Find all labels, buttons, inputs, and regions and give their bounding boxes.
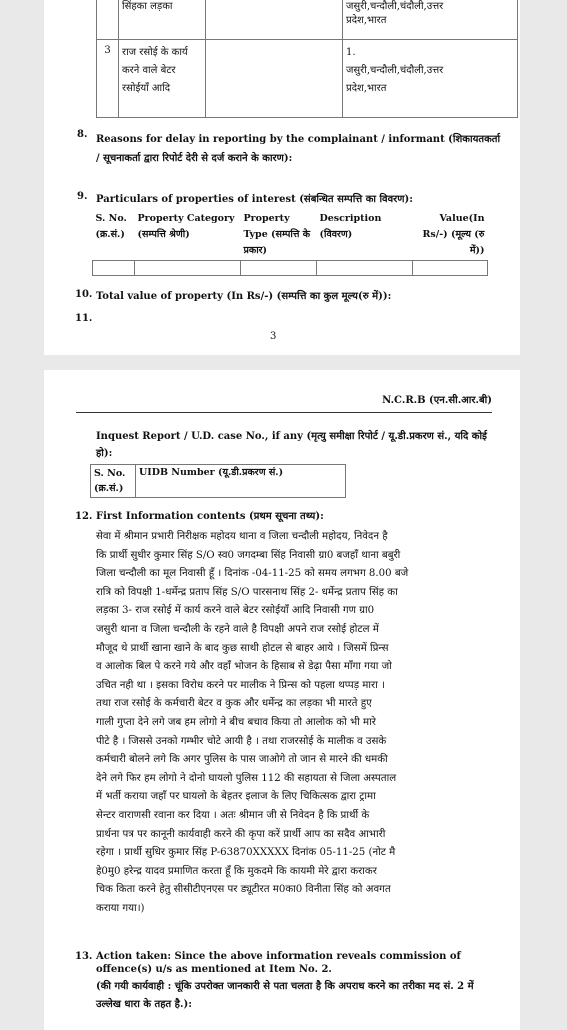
empty-cell — [206, 40, 343, 118]
item13-label-hi: (की गयी कार्यवाही : चूंकि उपरोक्त जानकारी से पता चलता है कि अपराध करने का तरीका मद सं. 2 में उल्लेख धारा के तहत है.): — [96, 981, 474, 1010]
inquest-sno-header: S. No. (क्र.सं.) — [91, 465, 136, 498]
address-line: जसुरी,चन्दौली,चंदौली,उत्तर — [346, 65, 444, 76]
empty-cell — [241, 261, 317, 276]
item-number: 8. — [77, 129, 88, 140]
fir-line: सेन्टर वाराणसी रवाना कर दिया । अतः श्रीमान जी से निवेदन है कि प्रार्थी के — [96, 809, 370, 821]
sno-cell: 3 — [97, 40, 119, 118]
item8-label: Reasons for delay in reporting by the complainant / informant (शिकायतकर्ता / सूचनाकर्ता द्वारा रिपोर्ट देरी से दर्ज कराने के कारण): — [96, 134, 501, 164]
empty-cell — [93, 261, 135, 276]
item-number: 10. — [75, 289, 93, 300]
table-row — [97, 0, 518, 40]
header-category: Property Category (सम्पत्ति श्रेणी) — [137, 213, 235, 240]
item-number: 13. — [75, 951, 93, 962]
fir-line: प्रार्थना पत्र पर कानूनी कार्यवाही करने की कृपा करें प्रार्थी आप का सदैव आभारी — [96, 828, 386, 840]
address-line: प्रदेश,भारत — [346, 83, 387, 94]
inquest-uidb-header: UIDB Number (यू.डी.प्रकरण सं.) — [136, 465, 346, 498]
header-sno: S. No. (क्र.सं.) — [95, 213, 127, 240]
fir-line: जसुरी थाना व जिला चन्दौली के रहने वाले है विपक्षी अपने राज रसोई होटल में — [96, 623, 379, 635]
fir-line: गाली गुप्ता देने लगे जब हम लोगो ने बीच बचाव किया तो आलोक को भी मारे — [96, 716, 376, 728]
item-number: 11. — [75, 313, 93, 324]
fir-line: देने लगे फिर हम लोगो ने दोनो घायलो पुलिस 112 की सहायता से जिला अस्पताल — [96, 772, 397, 784]
empty-cell — [317, 261, 413, 276]
item12-label: First Information contents (प्रथम सूचना तथ्य): — [96, 511, 324, 522]
fir-line: लड़का 3- राज रसोई में कार्य करने वाले बेटर रसोईयाँ आदि निवासी गण ग्रा0 — [96, 605, 375, 617]
fir-line: पीटे है । जिससे उनको गम्भीर चोटे आयी है । तथा राजरसोई के मालीक व उसके — [96, 735, 387, 747]
fir-line: व आलोक बिल पे करने गये और वहाँ भोजन के हिसाब से डेढ़ा पैसा माँगा गया जो — [96, 661, 392, 673]
ncrb-header: N.C.R.B (एन.सी.आर.बी) — [382, 395, 492, 406]
fir-line: रात्रि को विपक्षी 1-धर्मेन्द्र प्रताप सिंह S/O पारसनाथ सिंह 2- धर्मेन्द्र प्रताप सिंह का — [96, 586, 398, 598]
accused-name-cell: सिंहका लड़का — [119, 0, 206, 40]
fir-contents — [96, 528, 492, 918]
item13-label-en: Action taken: Since the above information reveals commission of offence(s) u/s as mentioned at Item No. 2. — [96, 951, 461, 975]
table-row — [97, 40, 518, 118]
inquest-label: Inquest Report / U.D. case No., if any (मृत्यु समीक्षा रिपोर्ट / यू.डी.प्रकरण सं., यदि कोई हो): — [96, 431, 487, 459]
fir-line: जिला चन्दौली का मूल निवासी हूँ । दिनांक -04-11-25 को समय लगभग 8.00 बजे — [96, 568, 409, 580]
accused-table — [96, 0, 518, 118]
address-cell — [343, 40, 518, 118]
empty-cell — [413, 261, 488, 276]
fir-line: रहेगा । प्रार्थी सुधिर कुमार सिंह P-63870XXXXX दिनांक 05-11-25 (नोट मै — [96, 847, 396, 859]
address-line: 1. — [346, 47, 356, 58]
table-header-row — [93, 210, 488, 261]
page-number: 3 — [270, 331, 277, 342]
fir-line: चिक किता करने हेतु सीसीटीएनएस पर ड्यूटीरत म0का0 विनीता सिंह को अवगत — [96, 884, 391, 896]
table-row — [91, 465, 346, 498]
fir-line: हे0मु0 हरेन्द्र यादव प्रमाणित करता हूँ कि मुकदमे कि कायमी मेरे द्वारा कराकर — [96, 865, 377, 877]
fir-line: तथा राज रसोई के कर्मचारी बेटर व कुक और धर्मेन्द्र का लड़का भी मारते हुए — [96, 698, 372, 710]
header-value: Value(In Rs/-) (मूल्य (रु में)) — [422, 213, 485, 256]
item-number: 9. — [77, 191, 88, 202]
header-description: Description (विवरण) — [319, 213, 382, 240]
item-number: 12. — [75, 511, 93, 522]
document-page-3 — [44, 0, 520, 355]
address-line: जसुरी,चन्दौली,चंदौली,उत्तर — [346, 1, 444, 12]
empty-cell — [135, 261, 241, 276]
fir-line: में भर्ती कराया जहाँ पर घायलो के बेहतर इलाज के लिए चिकित्सक द्वारा ट्रामा — [96, 791, 376, 803]
fir-line: उचित नही था । इसका विरोध करने पर मालीक ने प्रिन्स को पहला थप्पड़ मारा । — [96, 679, 385, 691]
fir-line: सेवा में श्रीमान प्रभारी निरीक्षक महोदय थाना व जिला चन्दौली महोदय, निवेदन है — [96, 531, 388, 542]
property-table — [92, 210, 488, 276]
fir-line: कर्मचारी बोलने लगे कि अगर पुलिस के पास जाओगे तो जान से मारने की धमकी — [96, 754, 388, 766]
fir-line: मौजूद थे प्रार्थी खाना खाने के बाद कुछ साथी होटल से बाहर आये । जिसमें प्रिन्स — [96, 642, 389, 654]
document-page-4 — [44, 370, 520, 1030]
item10-label: Total value of property (In Rs/-) (सम्पत्ति का कुल मूल्य(रु में)): — [96, 291, 392, 302]
address-line: प्रदेश,भारत — [346, 15, 387, 26]
address-cell — [343, 0, 518, 40]
inquest-table — [90, 464, 346, 498]
accused-name-cell: राज रसोई के कार्य करने वाले बेटर रसोईयाँ आदि — [119, 40, 206, 118]
header-type: Property Type (सम्पत्ति के प्रकार) — [243, 213, 311, 256]
fir-line: कराया गया।) — [96, 902, 145, 914]
sno-cell — [97, 0, 119, 40]
header-divider — [76, 412, 492, 413]
table-row — [93, 261, 488, 276]
empty-cell — [206, 0, 343, 40]
fir-line: कि प्रार्थी सुधीर कुमार सिंह S/O स्व0 जगदम्बा सिंह निवासी ग्रा0 बजहाँ थाना बबुरी — [96, 549, 401, 561]
item9-label: Particulars of properties of interest (संबन्धित सम्पत्ति का विवरण): — [96, 194, 413, 205]
